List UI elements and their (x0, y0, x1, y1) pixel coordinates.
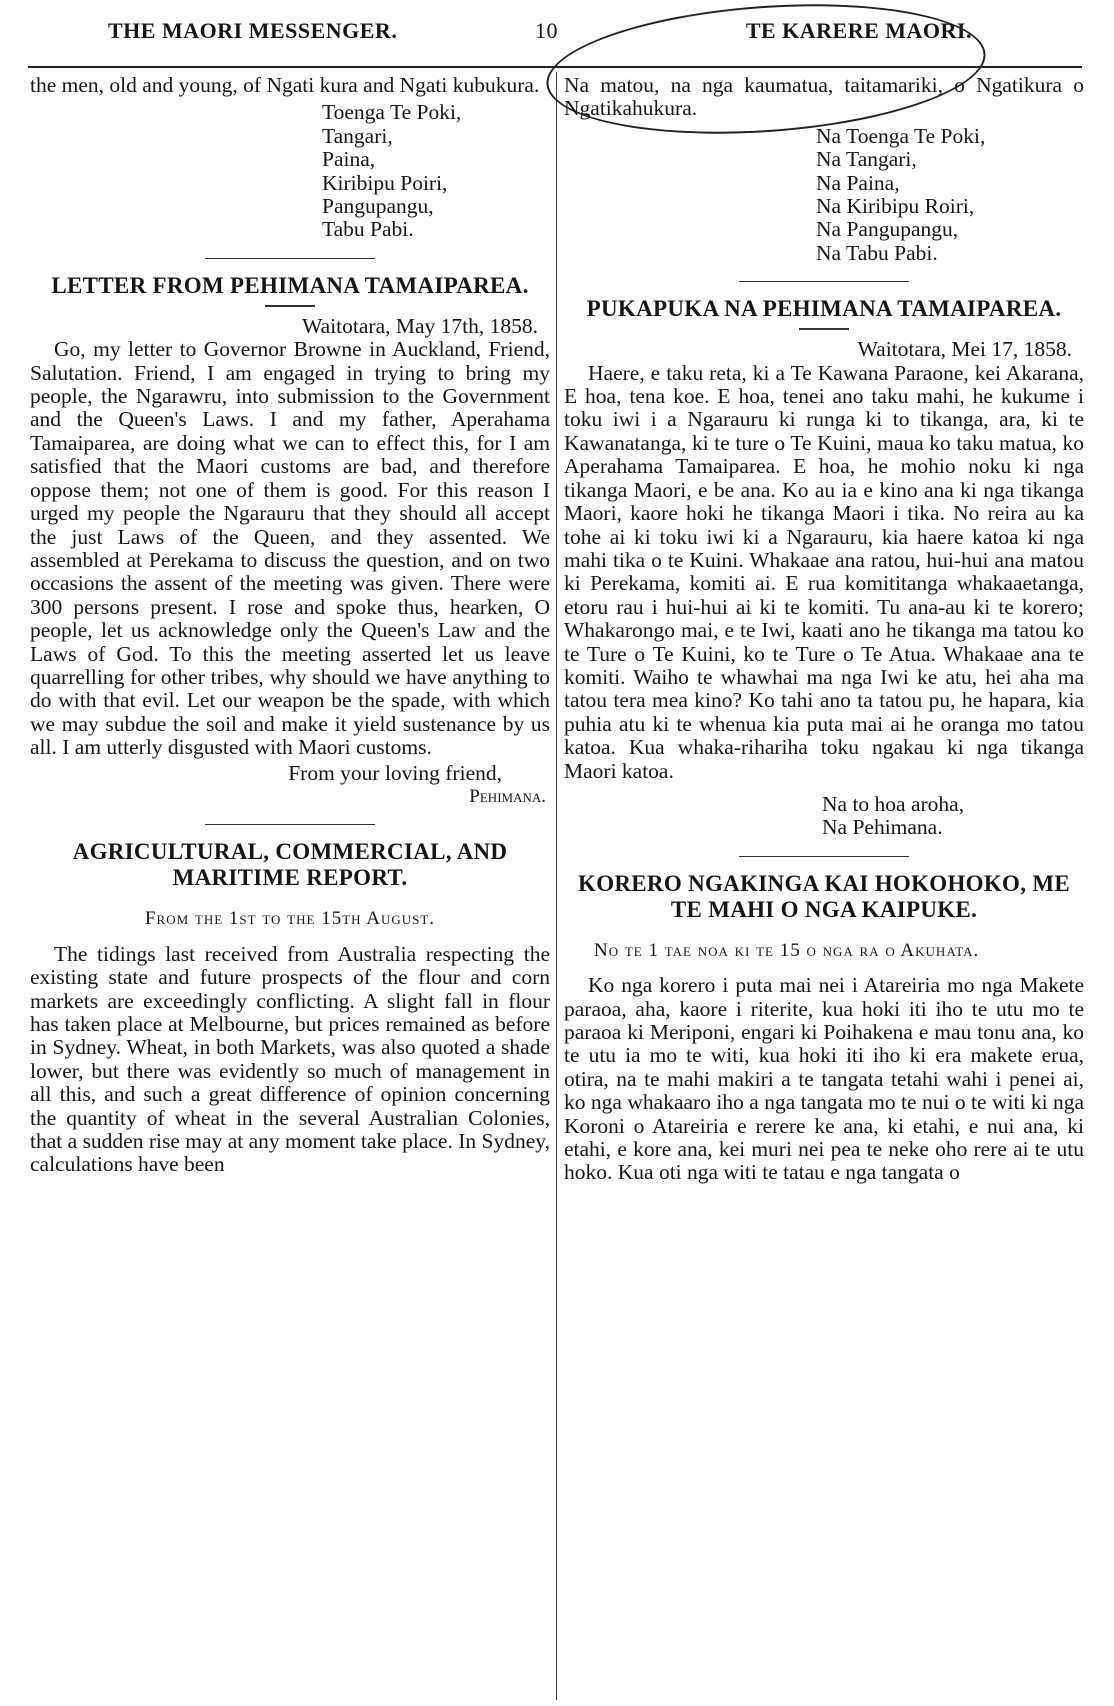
masthead-maori: TE KARERE MAORI. (745, 18, 972, 43)
signatory-name: Toenga Te Poki, (322, 100, 462, 125)
letter-heading: PUKAPUKA NA PEHIMANA TAMAIPAREA. (586, 296, 1062, 322)
letter-heading: LETTER FROM PEHIMANA TAMAIPAREA. (51, 272, 529, 298)
signatory-name: Tabu Pabi. (322, 217, 414, 242)
letter-signature: Na Pehimana. (822, 815, 943, 840)
signatory-name: Paina, (322, 147, 376, 172)
signatory-name: Tangari, (322, 123, 393, 148)
signatory-name: Na Paina, (816, 170, 900, 195)
letter-body: Go, my letter to Governor Browne in Auckland, Friend, Salutation. Friend, I am engaged in trying to bring my people, the Ngarawru, into submission to the Government and the Queen's Laws. I and my father, Aperahama Tamaiparea, are doing what we can to effect this, for I am satisfied that the Maori customs are bad, and therefore oppose them; not one of them is good. For this reason I urged my people the Ngarauru that they should all accept the just Laws of the Queen, and they assented. We assembled at Perekama to discuss the question, and on two occasions the assent of the meeting was given. There were 300 persons present. I rose and spoke thus, hearken, O people, let us acknowledge only the Queen's Law and the Laws of God. To this the meeting asserted let us leave quarrelling for other tribes, why should we have anything to do with that evil. Let our weapon be the spade, with which we may subdue the soil and make it yield sustenance by us all. I am utterly disgusted with Maori customs. (30, 337, 550, 760)
maori-column (564, 74, 1084, 1185)
signatory-name: Na Pangupangu, (816, 217, 959, 242)
intro-paragraph: the men, old and young, of Ngati kura and Ngati kubukura. (30, 73, 540, 97)
signatory-list (30, 101, 550, 241)
letter-signature: Pehimana. (469, 785, 546, 807)
section-divider (739, 856, 909, 857)
report-body: The tidings last received from Australia respecting the existing state and future prospects of the flour and corn markets are exceedingly conflicting. A slight fall in flour has taken place at Melbourne, but prices remained as before in Sydney. Wheat, in both Markets, was also quoted a shade lower, but there was evidently so much of management in all this, and such a great difference of opinion concerning the quantity of wheat in the several Australian Colonies, that a sudden rise may at any moment take place. In Sydney, calculations have been (30, 941, 550, 1177)
report-heading: AGRICULTURAL, COMMERCIAL, AND MARITIME REPORT. (72, 839, 508, 891)
signatory-name: Pangupangu, (322, 194, 434, 219)
column-rule (556, 72, 557, 1700)
signatory-name: Na Toenga Te Poki, (816, 123, 986, 148)
report-heading: KORERO NGAKINGA KAI HOKOHOKO, ME TE MAHI O NGA KAIPUKE. (578, 870, 1070, 922)
masthead-english: THE MAORI MESSENGER. (108, 18, 398, 43)
signatory-list (564, 125, 1084, 265)
intro-paragraph: Na matou, na nga kaumatua, taitamariki, o Ngatikura o Ngatikahukura. (564, 73, 1084, 121)
letter-signoff: Na to hoa aroha, (822, 791, 965, 816)
letter-dateline: Waitotara, Mei 17, 1858. (857, 337, 1072, 362)
english-column (30, 74, 550, 1177)
heading-underline (265, 305, 315, 307)
letter-body: Haere, e taku reta, ki a Te Kawana Paraone, kei Akarana, E hoa, tena koe. E hoa, tenei ano taku mahi, he kukume i toku iwi i a Ngarauru ki runga ki to tikanga, ara, ki te Kawanatanga, ki te ture o Te Kuini, maua ko taku matua, ko Aperahama Tamaiparea. E hoa, he mohio noku ki nga tikanga Maori, e be ana. Ko au ia e kino ana ki nga tikanga Maori, kaore hoki he tikanga Maori i tika. No reira au ka tohe ai ki toku iwi ki a Ngarauru, kia haere katoa ki nga mahi tika o te Kuini. Whakaae ana ratou, hui-hui ana matou ki Perekama, komiti ai. E rua komititanga whakaaetanga, etoru rau i hui-hui ai ki te komiti. Tu ana-au ki te korero; Whakarongo mai, e te Iwi, kaati ano he tikanga ma tatou ko te Ture o Te Kuini, ko te Ture o Te Atua. Whakaae ana te komiti. Waiho te whawhai ma nga Iwi ke atu, hei aha ma tatou tera mea kino? Ko tahi ano ta tatou pu, he hapara, kia puhia atu ki te whenua kia puta mai ai he oranga mo tatou katoa. Kua whaka-rihariha toku ngakau ki nga tikanga Maori katoa. (564, 360, 1084, 783)
section-divider (205, 824, 375, 825)
section-divider (739, 281, 909, 282)
report-body: Ko nga korero i puta mai nei i Atareiria mo nga Makete paraoa, aha, kaore i riterite, kua hoki iti iho te utu mo te paraoa ki Meriponi, engari ki Poihakena e mau tonu ana, ko te utu ia mo te witi, kua hoki iti iho ki era makete erua, otira, na te mahi makiri a te tangata tetahi wahi i penei ai, ko nga whakaaro iho a nga tangata mo te nui o te witi ki nga Koroni o Atareiria e rerere ke ana, ki etahi, e nui ana, ki etahi, e kore ana, kei muri nei pea te neke oho rere ai te utu hoko. Kua oti nga witi te tatau e nga tangata o (564, 973, 1084, 1185)
report-subheading: From the 1st to the 15th August. (144, 908, 436, 930)
report-subheading: No te 1 tae noa ki te 15 o nga ra o Akuhata. (594, 939, 980, 961)
signatory-name: Na Kiribipu Roiri, (816, 194, 975, 219)
signatory-name: Na Tangari, (816, 147, 917, 172)
signatory-name: Na Tabu Pabi. (816, 240, 938, 265)
signatory-name: Kiribipu Poiri, (322, 170, 448, 195)
letter-signoff: From your loving friend, (288, 760, 502, 785)
heading-underline (799, 328, 849, 330)
section-divider (205, 258, 375, 259)
letter-dateline: Waitotara, May 17th, 1858. (302, 313, 538, 338)
page-number: 10 (535, 18, 558, 43)
